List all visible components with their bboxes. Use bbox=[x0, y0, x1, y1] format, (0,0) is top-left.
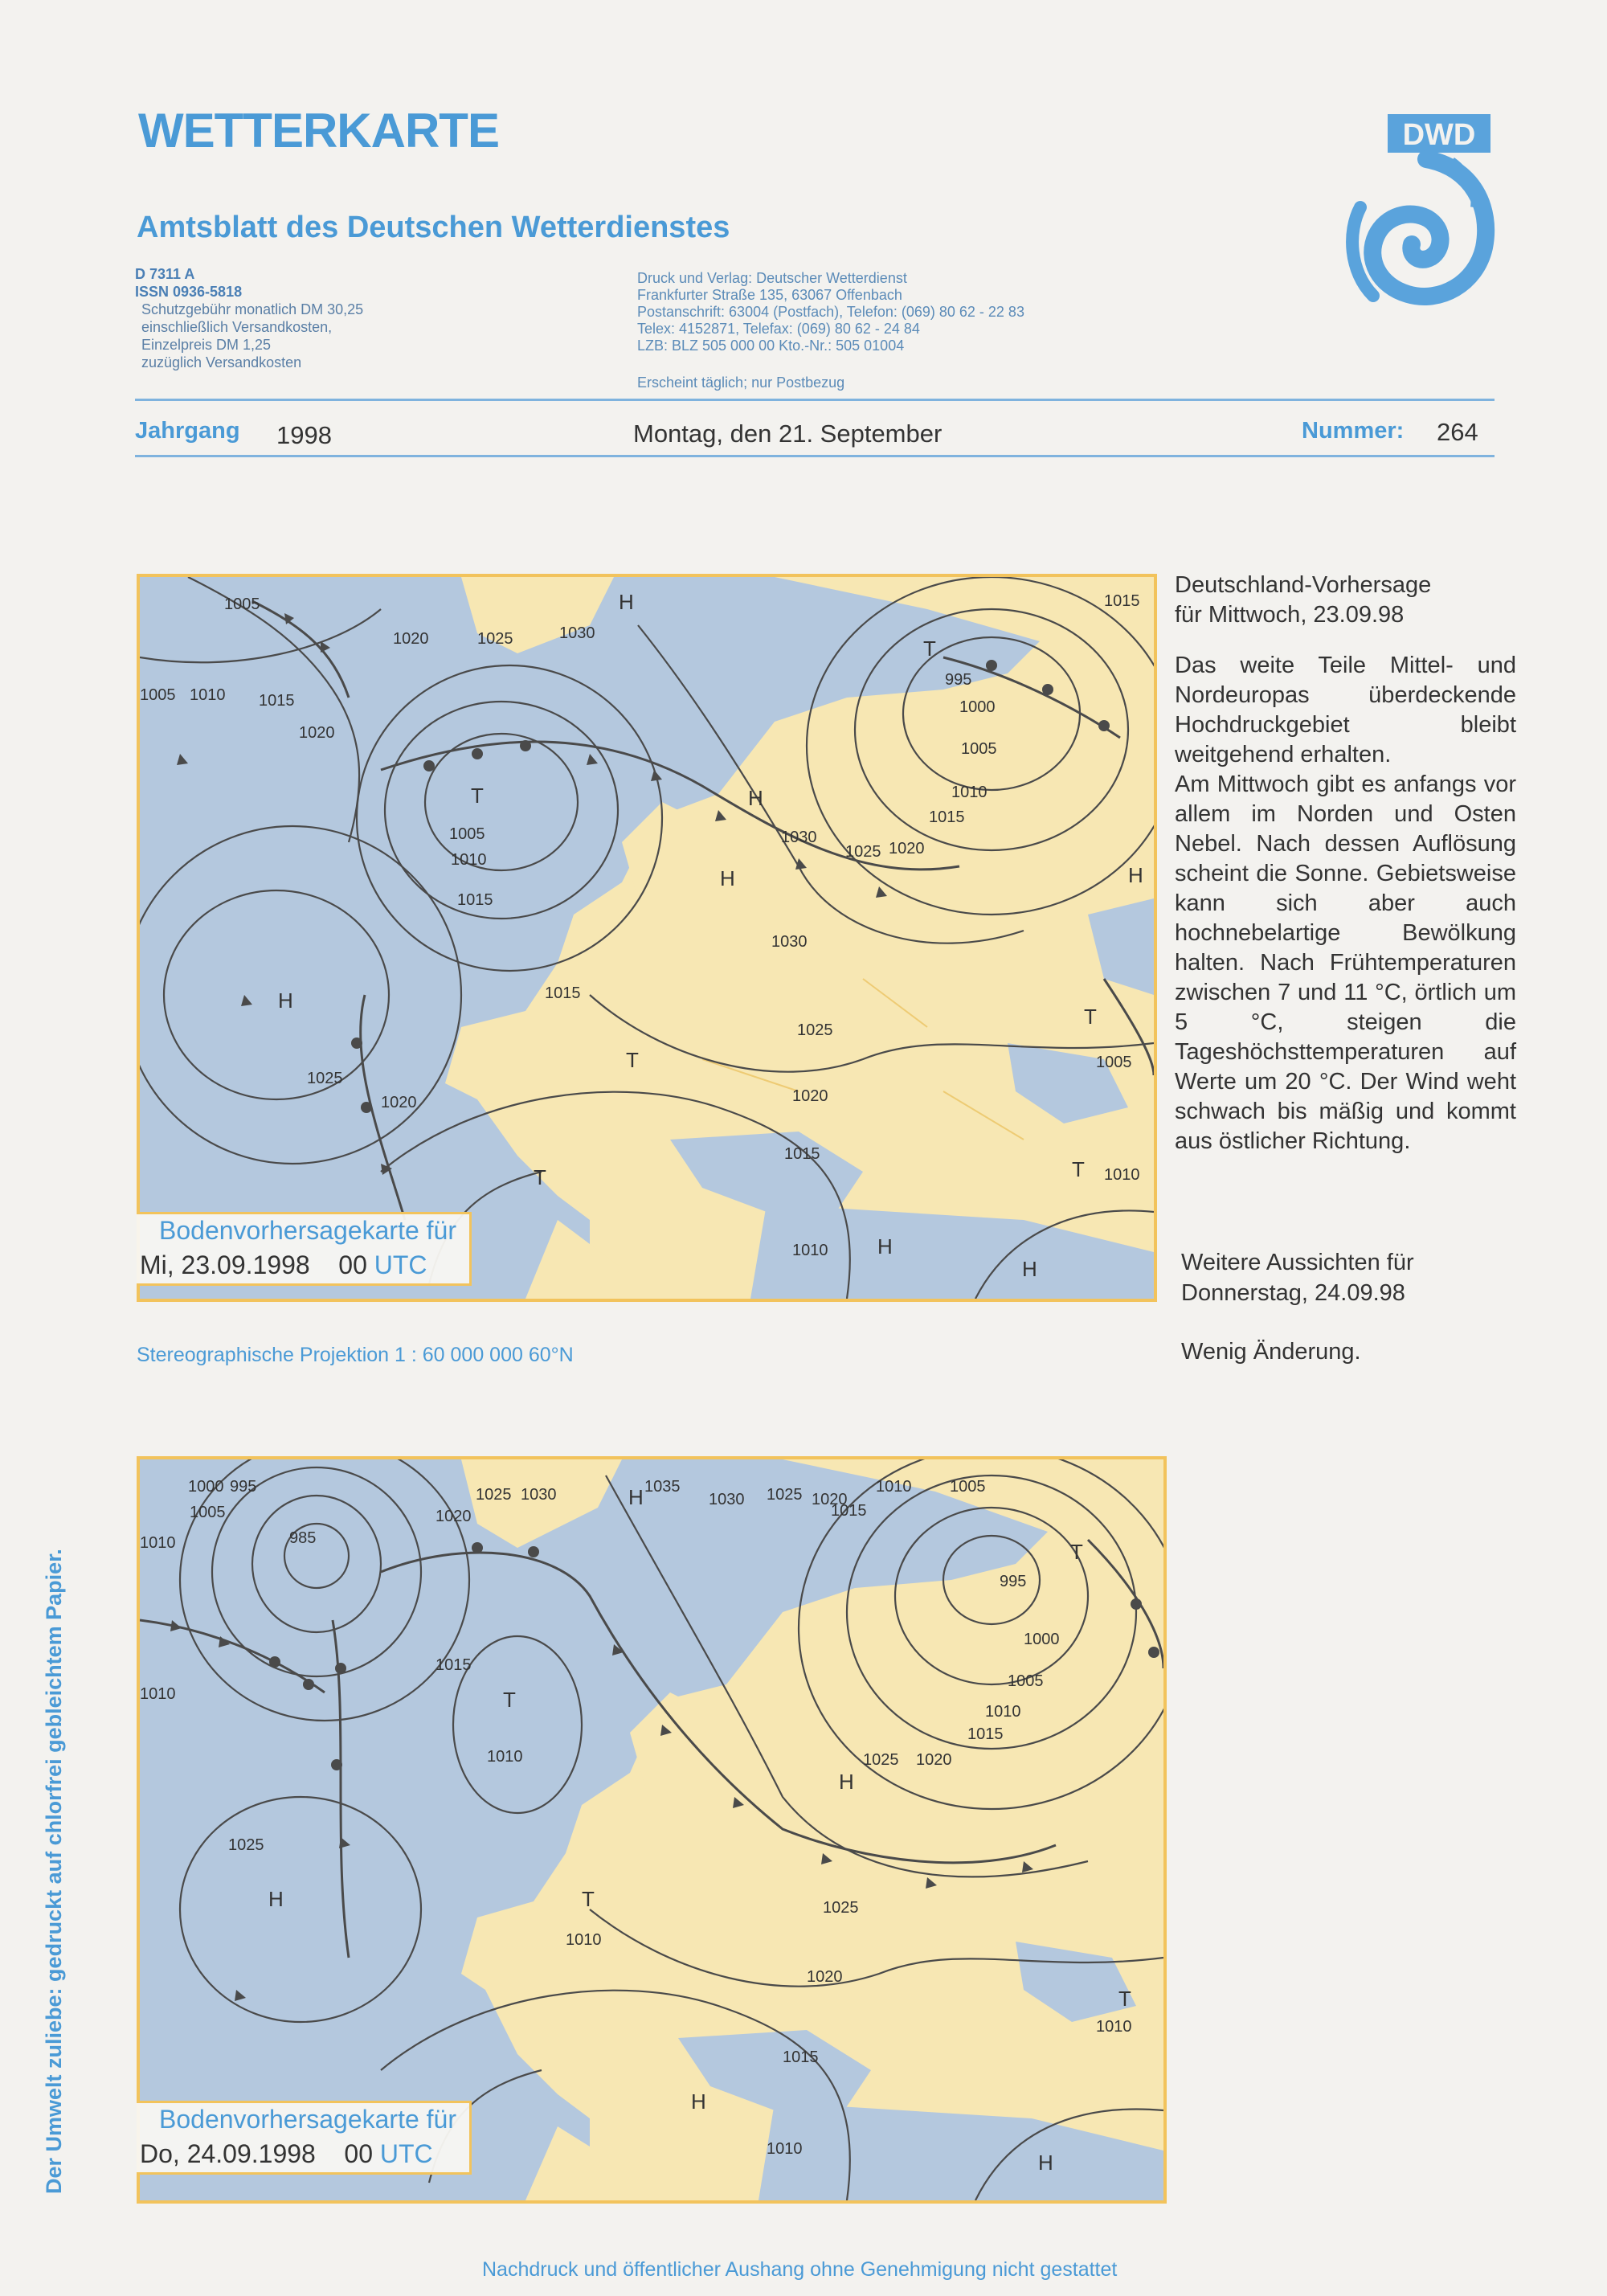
map-label: 1030 bbox=[559, 624, 595, 642]
map-label: H bbox=[1038, 2151, 1053, 2175]
map-1-drawing bbox=[140, 577, 1154, 1299]
map-label: T bbox=[1118, 1987, 1131, 2011]
recycled-paper-note: Der Umwelt zuliebe: gedruckt auf chlorfrei gebleichtem Papier. bbox=[42, 1549, 66, 2194]
map-label: 995 bbox=[230, 1478, 257, 1496]
page-title: WETTERKARTE bbox=[138, 104, 499, 158]
map-label: 1025 bbox=[797, 1021, 833, 1039]
map-label: 1010 bbox=[792, 1242, 828, 1259]
map-label: H bbox=[839, 1770, 854, 1794]
map-label: H bbox=[1022, 1257, 1037, 1281]
map-label: H bbox=[628, 1485, 644, 1509]
fee-line: Einzelpreis DM 1,25 bbox=[141, 337, 272, 353]
map-label: 1025 bbox=[845, 843, 881, 861]
header-rule-bottom bbox=[135, 455, 1495, 457]
map-label: 1000 bbox=[1024, 1631, 1060, 1648]
number-value: 264 bbox=[1437, 418, 1478, 446]
map-label: T bbox=[534, 1165, 546, 1189]
map-label: 1005 bbox=[1096, 1054, 1132, 1071]
publisher-line: Frankfurter Straße 135, 63067 Offenbach bbox=[637, 287, 902, 303]
map-label: 1005 bbox=[190, 1504, 226, 1521]
map-label: 1015 bbox=[457, 891, 493, 909]
forecast-map-wednesday bbox=[137, 574, 1157, 1302]
caption-title: Bodenvorhersagekarte für bbox=[159, 1216, 456, 1245]
outlook-heading-date: Donnerstag, 24.09.98 bbox=[1181, 1280, 1405, 1306]
map-label: 1020 bbox=[807, 1968, 843, 1986]
map-label: 1010 bbox=[767, 2140, 803, 2158]
subscription-info bbox=[135, 265, 363, 371]
map-label: H bbox=[748, 786, 763, 810]
map-label: H bbox=[278, 988, 293, 1013]
map-label: 1020 bbox=[792, 1087, 828, 1105]
map-label: T bbox=[503, 1688, 516, 1712]
map-label: 1005 bbox=[224, 595, 260, 613]
map-label: T bbox=[1084, 1005, 1097, 1029]
forecast-map-thursday bbox=[137, 1456, 1167, 2204]
map-label: H bbox=[619, 590, 634, 614]
map-label: 1000 bbox=[188, 1478, 224, 1496]
map-label: H bbox=[1128, 863, 1143, 887]
publisher-line: Druck und Verlag: Deutscher Wetterdienst bbox=[637, 270, 907, 286]
map-label: 1020 bbox=[889, 840, 925, 857]
issue-date: Montag, den 21. September bbox=[633, 420, 943, 448]
map-1-caption bbox=[137, 1212, 472, 1286]
header-rule-top bbox=[135, 399, 1495, 401]
map-label: 1010 bbox=[140, 1685, 176, 1703]
publisher-info bbox=[637, 270, 1024, 354]
map-label: 1025 bbox=[767, 1486, 803, 1504]
projection-note: Stereographische Projektion 1 : 60 000 000 60°N bbox=[137, 1344, 574, 1366]
outlook-heading bbox=[1181, 1247, 1414, 1308]
map-label: 1030 bbox=[781, 829, 817, 846]
forecast-paragraph: Das weite Teile Mittel- und Nordeuropas überdeckende Hochdruckgebiet bleibt weitgehend erhalten. bbox=[1175, 653, 1516, 767]
map-label: 995 bbox=[1000, 1573, 1027, 1590]
fee-line: Schutzgebühr monatlich DM 30,25 bbox=[141, 301, 364, 317]
map-label: 1025 bbox=[823, 1899, 859, 1917]
map-label: 1015 bbox=[967, 1725, 1004, 1743]
map-label: 1010 bbox=[451, 851, 487, 869]
map-label: 1030 bbox=[521, 1486, 557, 1504]
map-label: 1010 bbox=[140, 1534, 176, 1552]
map-label: 1020 bbox=[916, 1751, 952, 1769]
map-2-caption bbox=[137, 2101, 472, 2175]
caption-tz: UTC bbox=[374, 1250, 427, 1279]
issue-info-row bbox=[135, 415, 1495, 455]
caption-tz: UTC bbox=[379, 2139, 433, 2168]
map-label: 1025 bbox=[477, 630, 513, 648]
map-label: 1010 bbox=[951, 784, 988, 801]
map-label: H bbox=[877, 1234, 893, 1259]
caption-date-row bbox=[137, 1246, 469, 1283]
forecast-heading-date: für Mittwoch, 23.09.98 bbox=[1175, 602, 1405, 628]
map-label: 1010 bbox=[1104, 1166, 1140, 1184]
number-label: Nummer: bbox=[1302, 418, 1405, 444]
caption-date: Mi, 23.09.1998 bbox=[140, 1250, 310, 1279]
map-label: H bbox=[691, 2089, 706, 2114]
map-label: 1005 bbox=[1008, 1672, 1044, 1690]
landmasses bbox=[461, 1459, 1163, 2200]
map-label: 995 bbox=[945, 671, 972, 689]
map-label: 1015 bbox=[929, 808, 965, 826]
map-label: 1015 bbox=[435, 1656, 472, 1674]
forecast-heading: Deutschland-Vorhersage bbox=[1175, 572, 1432, 598]
map-label: 1020 bbox=[299, 724, 335, 742]
map-label: 1010 bbox=[566, 1931, 602, 1949]
caption-date: Do, 24.09.1998 bbox=[140, 2139, 316, 2168]
map-label: 1015 bbox=[1104, 592, 1140, 610]
map-label: 1010 bbox=[190, 686, 226, 704]
map-label: 1025 bbox=[228, 1836, 264, 1854]
map-2-drawing bbox=[140, 1459, 1163, 2200]
forecast-text bbox=[1175, 571, 1516, 1156]
map-label: 1020 bbox=[393, 630, 429, 648]
map-label: 1025 bbox=[476, 1486, 512, 1504]
map-label: 1020 bbox=[381, 1094, 417, 1111]
appearance-note: Erscheint täglich; nur Postbezug bbox=[637, 374, 845, 391]
map-label: H bbox=[720, 866, 735, 890]
map-label: 1010 bbox=[1096, 2018, 1132, 2036]
footer-notice: Nachdruck und öffentlicher Aushang ohne Genehmigung nicht gestattet bbox=[482, 2258, 1118, 2281]
map-label: 1025 bbox=[863, 1751, 899, 1769]
map-label: 1015 bbox=[545, 984, 581, 1002]
map-label: 985 bbox=[289, 1529, 317, 1547]
publisher-line: Telex: 4152871, Telefax: (069) 80 62 - 24 84 bbox=[637, 321, 920, 337]
map-label: 1030 bbox=[771, 933, 808, 951]
map-label: T bbox=[582, 1887, 595, 1911]
publisher-line: LZB: BLZ 505 000 00 Kto.-Nr.: 505 01004 bbox=[637, 338, 905, 354]
map-label: 1020 bbox=[812, 1491, 848, 1508]
map-label: 1005 bbox=[449, 825, 485, 843]
map-label: 1035 bbox=[644, 1478, 681, 1496]
map-label: T bbox=[626, 1048, 639, 1072]
map-label: 1010 bbox=[876, 1478, 912, 1496]
map-label: 1015 bbox=[831, 1502, 867, 1520]
map-label: 1015 bbox=[259, 692, 295, 710]
map-label: 1015 bbox=[783, 2048, 819, 2066]
caption-date-row bbox=[137, 2134, 469, 2172]
map-label: 1005 bbox=[140, 686, 176, 704]
fee-line: zuzüglich Versandkosten bbox=[141, 354, 302, 370]
map-label: 1030 bbox=[709, 1491, 745, 1508]
map-label: 1025 bbox=[307, 1070, 343, 1087]
outlook-heading-line: Weitere Aussichten für bbox=[1181, 1250, 1414, 1275]
map-label: 1005 bbox=[961, 740, 997, 758]
map-label: H bbox=[268, 1887, 284, 1911]
caption-hour: 00 bbox=[338, 1250, 367, 1279]
map-label: 1010 bbox=[985, 1703, 1021, 1721]
map-label: 1020 bbox=[435, 1508, 472, 1525]
caption-hour: 00 bbox=[344, 2139, 373, 2168]
map-label: 1000 bbox=[959, 698, 996, 716]
map-label: T bbox=[923, 636, 936, 661]
map-label: T bbox=[1070, 1540, 1083, 1564]
page-subtitle: Amtsblatt des Deutschen Wetterdienstes bbox=[137, 211, 730, 244]
doc-id: D 7311 A bbox=[135, 266, 195, 282]
forecast-paragraph: Am Mittwoch gibt es anfangs vor allem im Norden und Osten Nebel. Nach dessen Auflösung scheint die Sonne. Gebietsweise kann sich aber auch hochnebelartige Bewölkung halten. Nach Frühtemperaturen zwischen 7 und 11 °C, örtlich um 5 °C, steigen die Tageshöchsttemperaturen auf Werte um 20 °C. Der Wind weht schwach bis mäßig und kommt aus östlicher Richtung. bbox=[1175, 771, 1516, 1154]
map-label: 1005 bbox=[950, 1478, 986, 1496]
year-label: Jahrgang bbox=[135, 418, 240, 444]
logo-text: DWD bbox=[1402, 118, 1476, 152]
map-label: T bbox=[1072, 1157, 1085, 1181]
map-label: 1015 bbox=[784, 1145, 820, 1163]
year-value: 1998 bbox=[276, 421, 332, 449]
map-label: T bbox=[471, 784, 484, 808]
caption-title: Bodenvorhersagekarte für bbox=[159, 2105, 456, 2134]
publisher-line: Postanschrift: 63004 (Postfach), Telefon: (069) 80 62 - 22 83 bbox=[637, 304, 1024, 320]
map-label: 1010 bbox=[487, 1748, 523, 1766]
outlook-text: Wenig Änderung. bbox=[1181, 1339, 1361, 1365]
issn: ISSN 0936-5818 bbox=[135, 284, 243, 300]
dwd-logo bbox=[1331, 111, 1497, 313]
fee-line: einschließlich Versandkosten, bbox=[141, 319, 333, 335]
